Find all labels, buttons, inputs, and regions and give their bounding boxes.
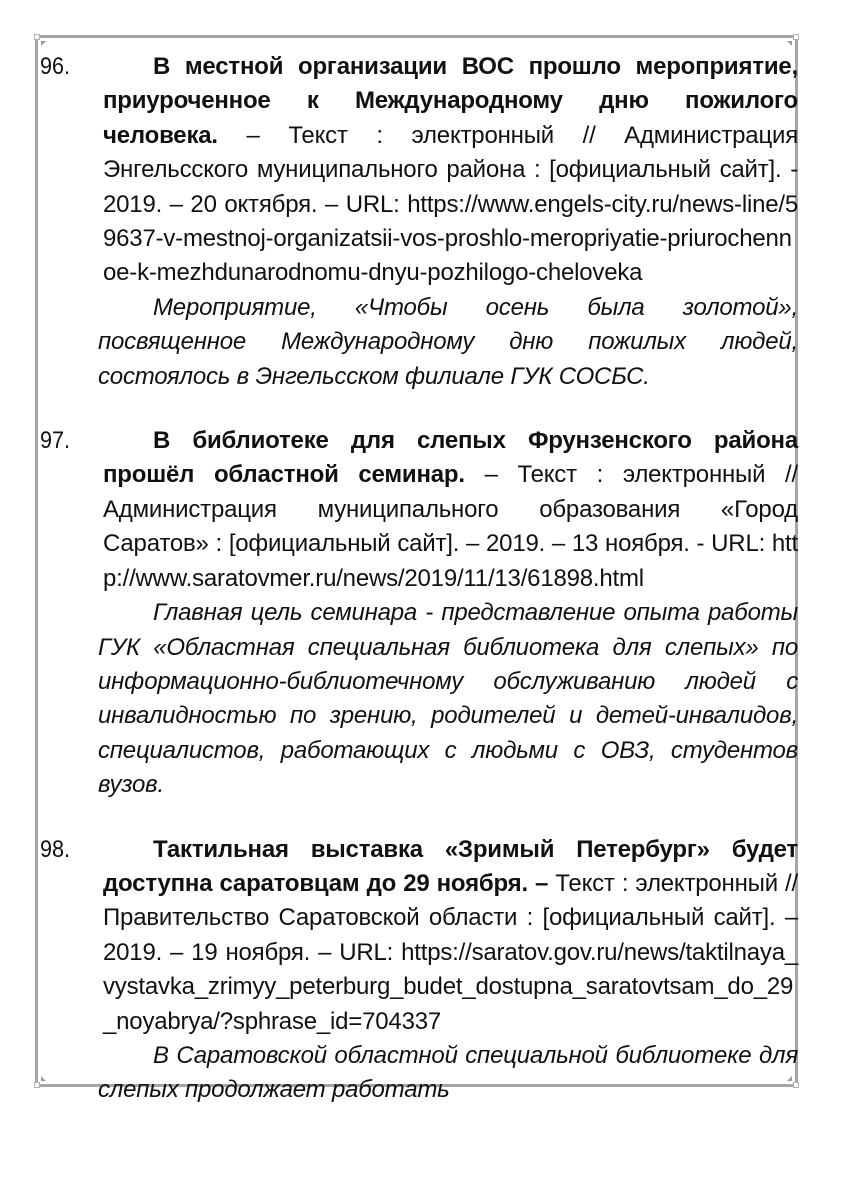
entry-citation: [103, 424, 798, 596]
entry-description: – Текст : электронный // Администрация Энгельсского муниципального района : [официальный сайт]. - 2019. – 20 октября. – URL:: [103, 121, 798, 218]
entry-title: В библиотеке для слепых Фрунзенского района прошёл областной семинар.: [103, 427, 798, 489]
entry-annotation: Главная цель семинара - представление опыта работы ГУК «Областная специальная библиотека для слепых» по информационно-библиотечному обслуживанию людей с инвалидностью по зрению, родителей и детей-инвалидов, специалистов, работающих с людьми с ОВЗ, студентов вузов.: [98, 599, 798, 799]
frame-corner-top-left: [34, 34, 40, 40]
entry-number: 97.: [40, 427, 71, 455]
entry-citation: [103, 50, 798, 291]
bibliography-list: [40, 50, 798, 1138]
entry-number: 98.: [40, 835, 71, 863]
entry-annotation: В Саратовской областной специальной библиотеке для слепых продолжает работать: [98, 1041, 798, 1104]
entry-url-link[interactable]: https://saratov.gov.ru/news/taktilnaya_vystavka_zrimyy_peterburg_budet_dostupna_saratovtsam_do_29_noyabrya/?sphrase_id=704337: [103, 938, 798, 1035]
entry-description: Текст : электронный // Правительство Саратовской области : [официальный сайт]. – 2019. – 19 ноября. – URL:: [103, 869, 798, 966]
entry-number: 96.: [40, 53, 71, 80]
entry-citation: [103, 833, 798, 1039]
entry-title: В местной организации ВОС прошло мероприятие, приуроченное к Международному дню пожилого человека.: [103, 53, 798, 149]
entry-title: Тактильная выставка «Зримый Петербург» будет доступна саратовцам до 29 ноября. –: [103, 835, 798, 897]
entry-description: – Текст : электронный // Администрация муниципального образования «Город Саратов» : [официальный сайт]. – 2019. – 13 ноября. - URL:: [103, 461, 798, 558]
entry-annotation: Мероприятие, «Чтобы осень была золотой», посвященное Международному дню пожилых людей, состоялось в Энгельсском филиале ГУК СОСБС.: [98, 293, 798, 390]
bibliography-entry-98: [40, 833, 798, 1108]
entry-url-link[interactable]: http://www.saratovmer.ru/news/2019/11/13/61898.html: [103, 530, 798, 592]
bibliography-entry-96: [40, 50, 798, 394]
entry-url-link[interactable]: https://www.engels-city.ru/news-line/59637-v-mestnoj-organizatsii-vos-proshlo-meropriyatie-priurochennoe-k-mezhdunarodnomu-dnyu-pozhilogo-cheloveka: [103, 190, 798, 287]
frame-tick-top-left: [41, 41, 46, 46]
frame-corner-top-right: [793, 34, 799, 40]
bibliography-entry-97: [40, 424, 798, 802]
frame-tick-top-right: [787, 41, 792, 46]
